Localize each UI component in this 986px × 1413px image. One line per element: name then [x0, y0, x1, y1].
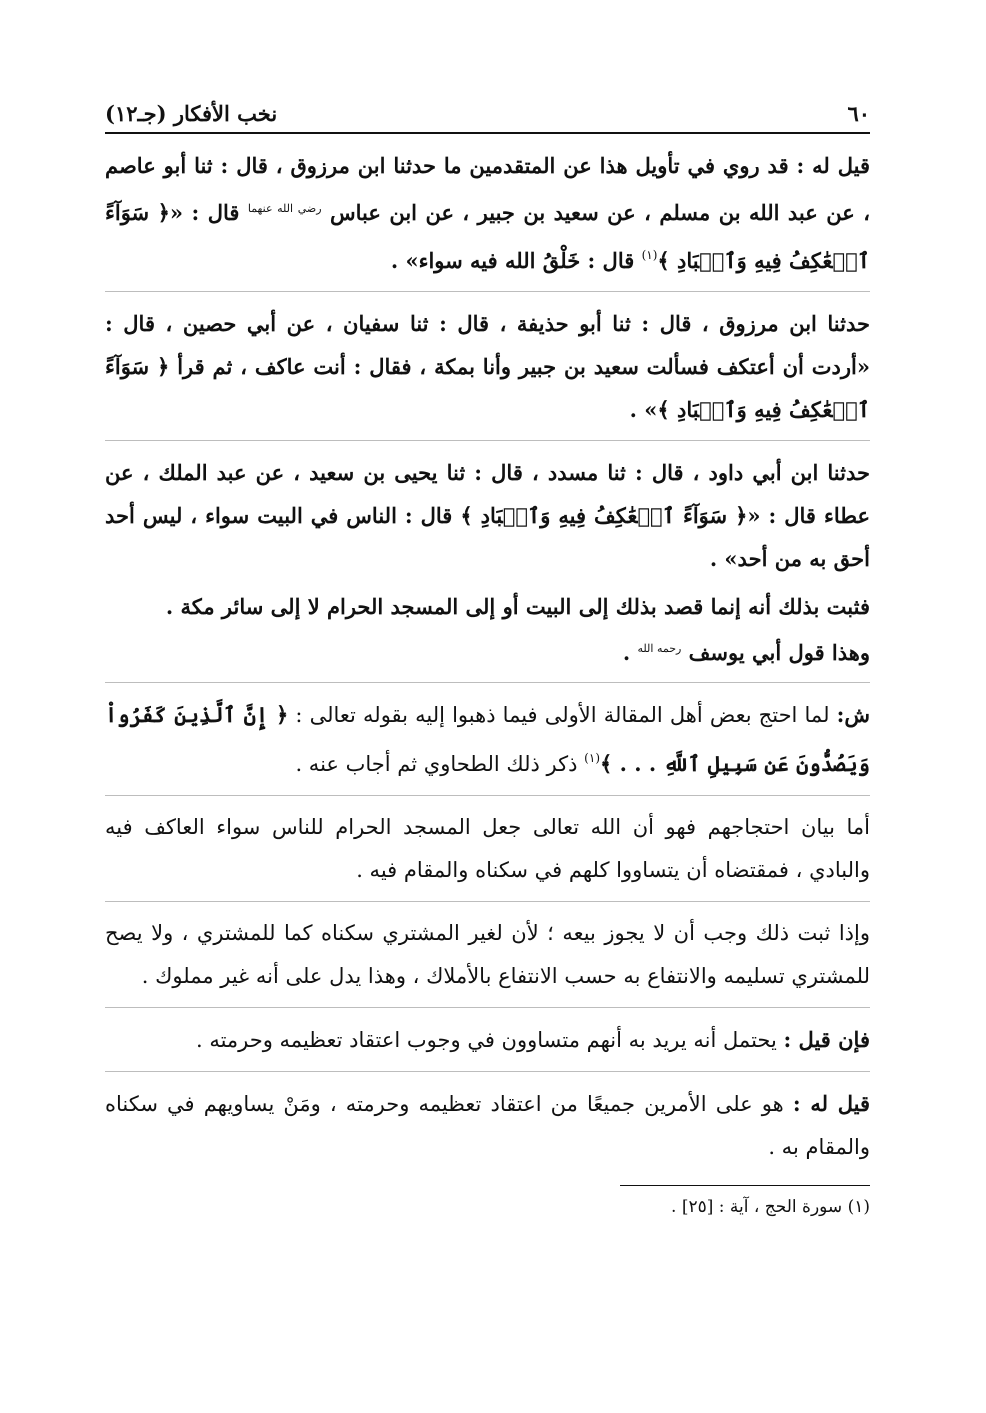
running-title: نخب الأفكار (جـ١٢) — [105, 101, 278, 126]
paragraph-text: » . — [629, 397, 658, 422]
quran-verse: ﴿ سَوَآءً ٱلۡعَٰكِفُ فِيهِ وَٱلۡبَادِ ﴾ — [460, 503, 748, 528]
conclusion-line: فثبت بذلك أنه إنما قصد بذلك إلى البيت أو إلى المسجد الحرام لا إلى سائر مكة . — [165, 594, 870, 619]
reply-paragraph — [105, 1082, 870, 1175]
paragraph-text: قال : « — [169, 200, 248, 225]
line-text: . — [622, 640, 638, 665]
paragraph-ata — [105, 451, 870, 586]
quran-verse: ﴿ إِنَّ ٱلَّذِينَ كَفَرُواْ وَيَصُدُّونَ عَن سَبِيلِ ٱللَّهِ . . . ﴾ — [105, 702, 870, 776]
paragraph-text: لما احتج بعض أهل المقالة الأولى فيما ذهبوا إليه بقوله تعالى : — [288, 703, 837, 727]
honorific-mark: رضي الله عنهما — [247, 202, 322, 215]
commentary-lead: ش: — [836, 702, 870, 727]
honorific-mark: رحمه الله — [637, 642, 682, 655]
paragraph-text: قال : خَلْقُ الله فيه سواء» . — [390, 248, 642, 273]
quran-verse: ﴿ سَوَآءً ٱلۡعَٰكِفُ فِيهِ وَٱلۡبَادِ ﴾ — [105, 200, 870, 273]
page-header — [105, 86, 870, 124]
reply-lead: قيل له : — [792, 1091, 871, 1116]
paragraph-text: قال : الناس في البيت سواء ، ليس أحد أحق به من أحد» . — [105, 503, 870, 571]
paragraph-text: قد روي في تأويل هذا عن المتقدمين ما حدثنا ابن مرزوق ، قال : ثنا أبو عاصم ، عن عبد الله بن مسلم ، عن سعيد بن جبير ، عن ابن عباس — [105, 153, 870, 225]
sale-paragraph: وإذا ثبت ذلك وجب أن لا يجوز بيعه ؛ لأن لغير المشتري سكناه كما للمشتري ، ولا يصح للمشتري تسليمه والانتفاع به حسب الانتفاع بالأملاك ، وهذا يدل على أنه غير مملوك . — [105, 912, 870, 1008]
quran-verse: ﴿ سَوَآءً ٱلۡعَٰكِفُ فِيهِ وَٱلۡبَادِ ﴾ — [105, 354, 870, 422]
header-rule — [105, 132, 870, 134]
paragraph-text: يحتمل أنه يريد به أنهم متساوون في وجوب اعتقاد تعظيمه وحرمته . — [195, 1028, 784, 1052]
paragraph-text: ذكر ذلك الطحاوي ثم أجاب عنه . — [295, 752, 585, 776]
objection-lead: فإن قيل : — [783, 1027, 870, 1052]
lead-qila-lahu: قيل له : — [796, 153, 871, 178]
paragraph-abi-husayn — [105, 302, 870, 441]
footnote: (١) سورة الحج ، آية : [٢٥] . — [671, 1197, 870, 1217]
line-text: وهذا قول أبي يوسف — [681, 640, 870, 665]
abu-yusuf-line — [105, 628, 870, 683]
paragraph-ibn-abbas — [105, 144, 870, 292]
footnote-ref: (١) — [641, 248, 658, 262]
paragraph-text: حدثنا ابن مرزوق ، قال : ثنا أبو حذيفة ، قال : ثنا سفيان ، عن أبي حصين ، قال : «أردت أن أعتكف فسألت سعيد بن جبير وأنا بمكة ، فقال : أنت عاكف ، ثم قرأ — [105, 311, 870, 379]
paragraph-text: هو على الأمرين جميعًا من اعتقاد تعظيمه وحرمته ، ومَنْ يساويهم في سكناه والمقام به . — [105, 1092, 870, 1159]
footnote-rule — [620, 1185, 870, 1186]
commentary-paragraph — [105, 693, 870, 796]
objection-paragraph — [105, 1018, 870, 1072]
book-page — [105, 86, 870, 1222]
footnote-ref: (١) — [584, 751, 600, 765]
paragraph-text: حدثنا ابن أبي داود ، قال : ثنا مسدد ، قال : ثنا يحيى بن سعيد ، عن عبد الملك ، عن عطاء قال : « — [105, 460, 870, 528]
page-number: ٦٠ — [847, 101, 870, 126]
explanation-paragraph: أما بيان احتجاجهم فهو أن الله تعالى جعل المسجد الحرام للناس سواء العاكف فيه والبادي ، فمقتضاه أن يتساووا كلهم في سكناه والمقام فيه . — [105, 806, 870, 902]
